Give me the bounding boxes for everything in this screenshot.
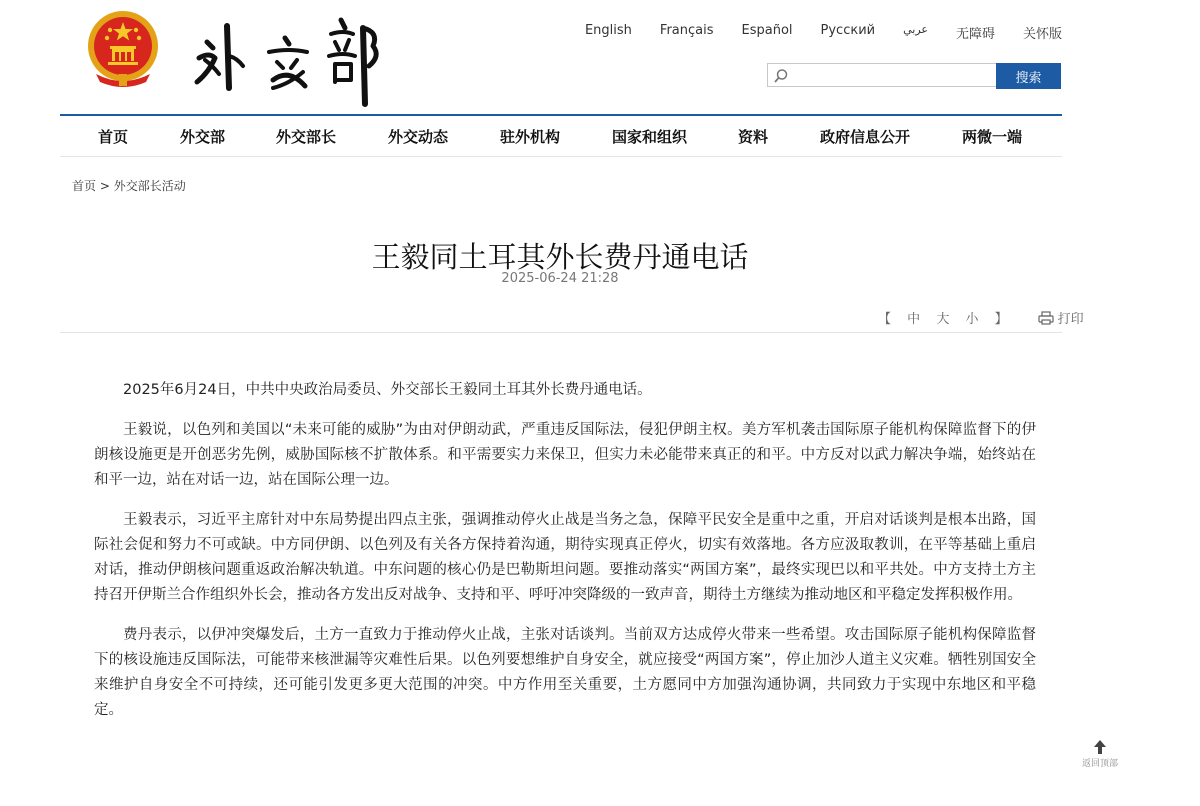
- printer-icon: [1038, 311, 1054, 325]
- arrow-up-icon: [1094, 740, 1106, 754]
- lang-spanish[interactable]: Español: [741, 23, 793, 38]
- breadcrumb-home[interactable]: 首页: [72, 179, 97, 193]
- nav-item-minister[interactable]: 外交部长: [276, 128, 337, 146]
- bracket-close: 】: [994, 312, 1008, 327]
- nav-item-diplomatic-news[interactable]: 外交动态: [388, 128, 449, 146]
- site-header: [0, 0, 1200, 115]
- font-size-control: [878, 308, 1020, 327]
- bracket-open: 【: [878, 312, 892, 327]
- nav-item-gov-info[interactable]: 政府信息公开: [820, 128, 911, 146]
- article-paragraph: 王毅表示，习近平主席针对中东局势提出四点主张，强调推动停火止战是当务之急，保障平民安全是重中之重，开启对话谈判是根本出路，国际社会促和努力不可或缺。中方同伊朗、以色列及有关各方保持着沟通，期待实现真正停火，切实有效落地。各方应汲取教训，在平等基础上重启对话，推动伊朗核问题重返政治解决轨道。中东问题的核心仍是巴勒斯坦问题。要推动落实“两国方案”，最终实现巴以和平共处。中方支持土方主持召开伊斯兰合作组织外长会，推动各方发出反对战争、支持和平、呼吁冲突降级的一致声音，期待土方继续为推动地区和平稳定发挥积极作用。: [94, 512, 1036, 603]
- nav-item-missions[interactable]: 驻外机构: [500, 128, 561, 146]
- font-size-medium-button[interactable]: 中: [907, 312, 921, 327]
- national-emblem-icon[interactable]: [86, 8, 160, 88]
- lang-english[interactable]: English: [584, 23, 632, 38]
- search-icon: [773, 68, 789, 84]
- back-to-top-button[interactable]: [1076, 740, 1124, 769]
- back-to-top-label: 返回顶部: [1081, 759, 1118, 769]
- font-size-large-button[interactable]: 大: [936, 312, 950, 327]
- article-paragraph: 2025年6月24日，中共中央政治局委员、外交部长王毅同土耳其外长费丹通电话。: [123, 382, 652, 398]
- lang-french[interactable]: Français: [659, 23, 714, 38]
- nav-item-resources[interactable]: 资料: [738, 128, 769, 146]
- article-paragraph: 王毅说，以色列和美国以“未来可能的威胁”为由对伊朗动武，严重违反国际法，侵犯伊朗主权。美方军机袭击国际原子能机构保障监督下的伊朗核设施更是开创恶劣先例，威胁国际核不扩散体系。和平需要实力来保卫，但实力未必能带来真正的和平。中方反对以武力解决争端，始终站在和平一边，站在对话一边，站在国际公理一边。: [94, 422, 1036, 488]
- font-size-small-button[interactable]: 小: [965, 312, 979, 327]
- print-button[interactable]: [1038, 308, 1084, 327]
- print-label: 打印: [1057, 312, 1084, 327]
- lang-russian[interactable]: Русский: [820, 23, 876, 38]
- ministry-calligraphy-logo[interactable]: [193, 8, 388, 108]
- nav-item-social[interactable]: 两微一端: [962, 128, 1023, 146]
- accessibility-link[interactable]: 无障碍: [955, 27, 995, 42]
- article-body: [94, 378, 1036, 738]
- search-box: [767, 63, 1061, 89]
- article-title: 王毅同土耳其外长费丹通电话: [371, 240, 749, 275]
- nav-item-home[interactable]: 首页: [98, 128, 129, 146]
- article-paragraph: 费丹表示，以伊冲突爆发后，土方一直致力于推动停火止战，主张对话谈判。当前双方达成停火带来一些希望。攻击国际原子能机构保障监督下的核设施违反国际法，可能带来核泄漏等灾难性后果。以色列要想维护自身安全，就应接受“两国方案”，停止加沙人道主义灾难。牺牲别国安全来维护自身安全不可持续，还可能引发更多更大范围的冲突。中方作用至关重要，土方愿同中方加强沟通协调，共同致力于实现中东地区和平稳定。: [94, 627, 1036, 718]
- breadcrumb-current[interactable]: 外交部长活动: [113, 179, 186, 193]
- elder-care-link[interactable]: 关怀版: [1022, 27, 1062, 42]
- article-date: 2025-06-24 21:28: [501, 271, 619, 286]
- language-bar: [557, 23, 1062, 42]
- article-tools: [878, 308, 1084, 327]
- lang-arabic[interactable]: عربي: [903, 23, 928, 36]
- breadcrumb-separator: >: [99, 179, 110, 193]
- search-input[interactable]: [767, 63, 996, 87]
- nav-item-ministry[interactable]: 外交部: [180, 128, 226, 146]
- article-divider: [60, 332, 1062, 333]
- main-nav: [60, 116, 1062, 157]
- search-button[interactable]: 搜索: [996, 63, 1061, 89]
- breadcrumb: [72, 177, 186, 194]
- nav-item-countries[interactable]: 国家和组织: [612, 128, 688, 146]
